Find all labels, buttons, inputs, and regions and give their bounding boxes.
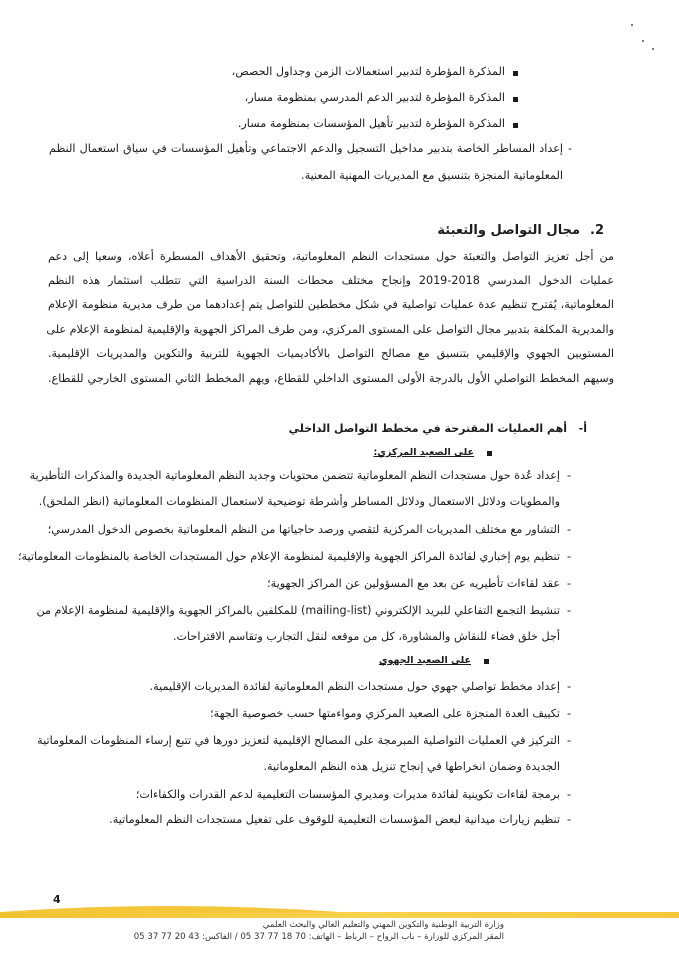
dash-marker: -	[567, 680, 572, 693]
bullet-text: المذكرة المؤطرة لتدبير تأهيل المؤسسات بمنظومة مسار.	[237, 117, 505, 130]
section-number: .2	[590, 223, 604, 238]
central-item-line: أجل خلق فضاء للنقاش والمشاورة، كل من موقعه لنقل التجارب وتقاسم الاقتراحات.	[172, 630, 560, 643]
scan-speck	[652, 48, 654, 50]
bullet-text: المذكرة المؤطرة لتدبير استعمالات الزمن وجداول الحصص،	[231, 65, 505, 78]
paragraph-line: من أجل تعزيز التواصل والتعبئة حول مستجدات النظم المعلوماتية، وتحقيق الأهداف المسطرة أعلاه، وسعيا إلى دعم	[48, 250, 614, 263]
dash-marker: -	[568, 142, 573, 155]
bullet-text: المذكرة المؤطرة لتدبير الدعم المدرسي بمنظومة مسار،	[244, 91, 505, 104]
bullet-square-icon	[487, 451, 492, 456]
central-item-line: تنظيم يوم إخباري لفائدة المراكز الجهوية والإقليمية لمنظومة الإعلام حول المستجدات الخاصة بالمنظومات المعلوماتية؛	[17, 550, 560, 563]
bullet-square-icon	[513, 97, 518, 102]
paragraph-line: عمليات الدخول المدرسي 2018-2019 وإنجاح مختلف محطات السنة الدراسية التي تتطلب استثمار هذه النظم	[48, 274, 614, 287]
dash-marker: -	[567, 550, 572, 563]
bullet-square-icon	[484, 659, 489, 664]
central-item-line: عقد لقاءات تأطيريه عن بعد مع المسؤولين عن المراكز الجهوية؛	[267, 577, 560, 590]
dash-item-line: المعلوماتية المنجزة بتنسيق مع المديريات المهنية المعنية.	[301, 169, 563, 182]
dash-marker: -	[567, 523, 572, 536]
subsection-title: أهم العمليات المقترحة في مخطط التواصل الداخلي	[288, 422, 567, 435]
regional-item-line: تكييف العدة المنجزة على الصعيد المركزي ومواءمتها حسب خصوصية الجهة؛	[210, 707, 560, 720]
central-item-line: والمطويات ودلائل الاستعمال ودلائل المساطر وأشرطة توضيحية لاستعمال المنظومات المعلوماتية (انظر الملحق).	[38, 495, 560, 508]
scan-speck	[642, 40, 644, 42]
regional-heading: على الصعيد الجهوي	[378, 655, 471, 666]
dash-marker: -	[567, 788, 572, 801]
footer-address: المقر المركزي للوزارة – باب الرواح – الرباط – الهاتف: 70 18 77 37 05 / الفاكس: 43 20 77 37 05	[133, 932, 504, 942]
footer-band	[0, 912, 679, 918]
section-title: مجال التواصل والتعبئة	[437, 223, 580, 238]
footer-ministry: وزارة التربية الوطنية والتكوين المهني والتعليم العالي والبحث العلمي	[262, 920, 504, 930]
paragraph-line: المستويين الجهوي والإقليمي بتنسيق مع مصالح التواصل بالأكاديميات الجهوية للتربية والتكوين والمديريات الإقليمية.	[48, 347, 614, 360]
subsection-label: أ-	[578, 422, 587, 435]
dash-marker: -	[567, 604, 572, 617]
dash-marker: -	[567, 577, 572, 590]
central-item-line: تنشيط التجمع التفاعلي للبريد الإلكتروني (mailing-list) للمكلفين بالمراكز الجهوية والإقليمية لمنظومة الإعلام من	[36, 604, 560, 617]
bullet-square-icon	[513, 123, 518, 128]
regional-item-line: برمجة لقاءات تكوينية لفائدة مديرات ومديري المؤسسات التعليمية لدعم القدرات والكفاءات؛	[135, 788, 560, 801]
regional-item-line: التركيز في العمليات التواصلية المبرمجة على المصالح الإقليمية لتعزيز دورها في تتبع إرساء المنظومات المعلوماتية	[37, 734, 560, 747]
regional-item-line: الجديدة وضمان انخراطها في إنجاح تنزيل هذه النظم المعلوماتية.	[263, 760, 560, 773]
regional-item-line: تنظيم زيارات ميدانية لبعض المؤسسات التعليمية للوقوف على تفعيل مستجدات النظم المعلوماتية.	[109, 813, 560, 826]
central-item-line: إعداد عُدة حول مستجدات النظم المعلوماتية تتضمن محتويات وجديد النظم المعلوماتية الجديدة والمذكرات التأطيرية	[29, 469, 560, 482]
dash-marker: -	[567, 813, 572, 826]
dash-marker: -	[567, 469, 572, 482]
bullet-square-icon	[513, 71, 518, 76]
paragraph-line: المعلوماتية، يُقترح تنظيم عدة عمليات تواصلية في شكل مخططين للتواصل يتم إعدادهما من طرف مديرية منظومة الإعلام	[48, 298, 614, 311]
paragraph-line: وسيهم المخطط التواصلي الأول بالدرجة الأولى المستوى الداخلي للقطاع، ويهم المخطط الثاني المستوى الخارجي للقطاع.	[48, 372, 614, 385]
central-item-line: التشاور مع مختلف المديريات المركزية لتقصي ورصد حاجياتها من النظم المعلوماتية بخصوص الدخول المدرسي؛	[47, 523, 560, 536]
dash-marker: -	[567, 734, 572, 747]
dash-item-line: إعداد المساطر الخاصة بتدبير مداخيل التسجيل والدعم الاجتماعي وتأهيل المؤسسات في سياق استعمال النظم	[49, 142, 563, 155]
page-number: 4	[53, 893, 61, 906]
dash-marker: -	[567, 707, 572, 720]
central-heading: على الصعيد المركزي:	[373, 447, 474, 458]
regional-item-line: إعداد مخطط تواصلي جهوي حول مستجدات النظم المعلوماتية لفائدة المديريات الإقليمية.	[149, 680, 560, 693]
scan-speck	[631, 24, 633, 26]
paragraph-line: والمديرية المكلفة بتدبير مجال التواصل على المستوى المركزي، ومن طرف المراكز الجهوية والإقليمية لمنظومة الإعلام على	[46, 323, 614, 336]
